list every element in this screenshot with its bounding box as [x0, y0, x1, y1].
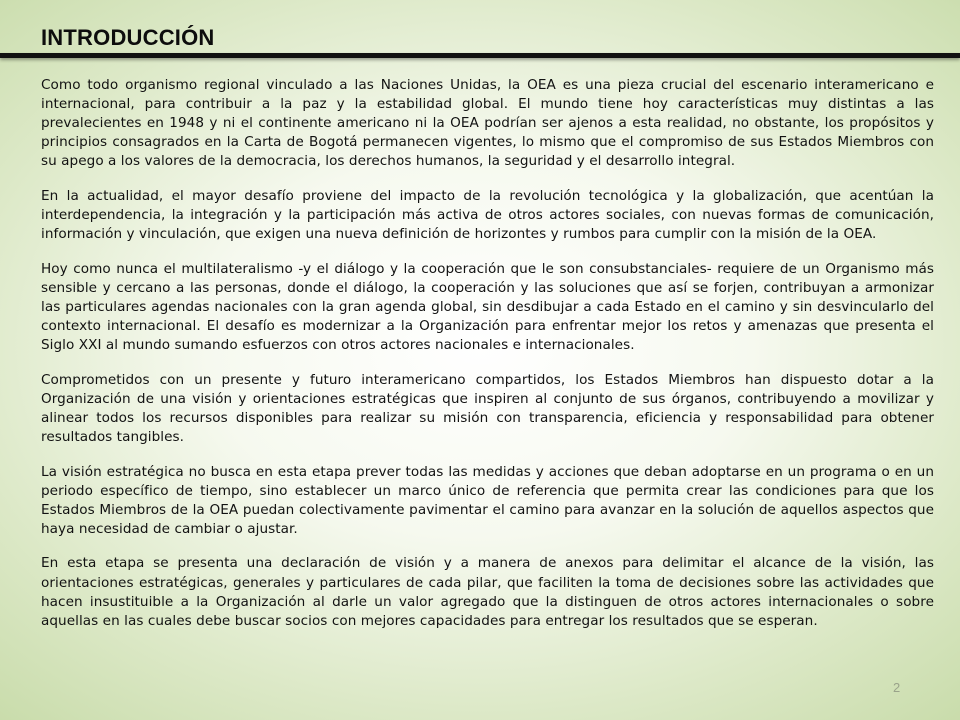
paragraph-4: Comprometidos con un presente y futuro interamericano compartidos, los Estados Miembros han dispuesto dotar a la Organización de una visión y orientaciones estratégicas que inspiren al conjunto de sus órganos, contribuyendo a movilizar y alinear todos los recursos disponibles para realizar su misión con transparencia, eficiencia y responsabilidad para obtener resultados tangibles. [41, 371, 934, 445]
page-number: 2 [893, 680, 901, 695]
paragraph-5: La visión estratégica no busca en esta etapa prever todas las medidas y acciones que deban adoptarse en un programa o en un periodo específico de tiempo, sino establecer un marco único de referencia que permita crear las condiciones para que los Estados Miembros de la OEA puedan colectivamente pavimentar el camino para avanzar en la solución de aquellos aspectos que haya necesidad de cambiar o ajustar. [41, 463, 934, 537]
paragraph-1: Como todo organismo regional vinculado a las Naciones Unidas, la OEA es una pieza crucial del escenario interamericano e internacional, para contribuir a la paz y la estabilidad global. El mundo tiene hoy características muy distintas a las prevalecientes en 1948 y ni el continente americano ni la OEA podrían ser ajenos a esta realidad, no obstante, los propósitos y principios consagrados en la Carta de Bogotá permanecen vigentes, lo mismo que el compromiso de sus Estados Miembros con su apego a los valores de la democracia, los derechos humanos, la seguridad y el desarrollo integral. [41, 77, 934, 170]
slide-title: INTRODUCCIÓN [41, 25, 215, 50]
paragraph-2: En la actualidad, el mayor desafío proviene del impacto de la revolución tecnológica y la globalización, que acentúan la interdependencia, la integración y la participación más activa de otros actores sociales, con nuevas formas de comunicación, información y vinculación, que exigen una nueva definición de horizontes y rumbos para cumplir con la misión de la OEA. [41, 187, 934, 243]
paragraph-3: Hoy como nunca el multilateralismo -y el diálogo y la cooperación que le son consubstanciales- requiere de un Organismo más sensible y cercano a las personas, donde el diálogo, la cooperación y las soluciones que así se forjen, contribuyan a armonizar las particulares agendas nacionales con la gran agenda global, sin desdibujar a cada Estado en el camino y sin desvincularlo del contexto internacional. El desafío es modernizar a la Organización para enfrentar mejor los retos y amenazas que presenta el Siglo XXI al mundo sumando esfuerzos con otros actores nacionales e internacionales. [41, 260, 934, 354]
title-underline-rule [0, 53, 960, 58]
body-text [41, 76, 934, 646]
paragraph-6: En esta etapa se presenta una declaración de visión y a manera de anexos para delimitar el alcance de la visión, las orientaciones estratégicas, generales y particulares de cada pilar, que faciliten la toma de decisiones sobre las actividades que hacen insustituible a la Organización al darle un valor agregado que la distinguen de otros actores internacionales o sobre aquellas en las cuales debe buscar socios con mejores capacidades para entregar los resultados que se esperan. [41, 555, 934, 629]
